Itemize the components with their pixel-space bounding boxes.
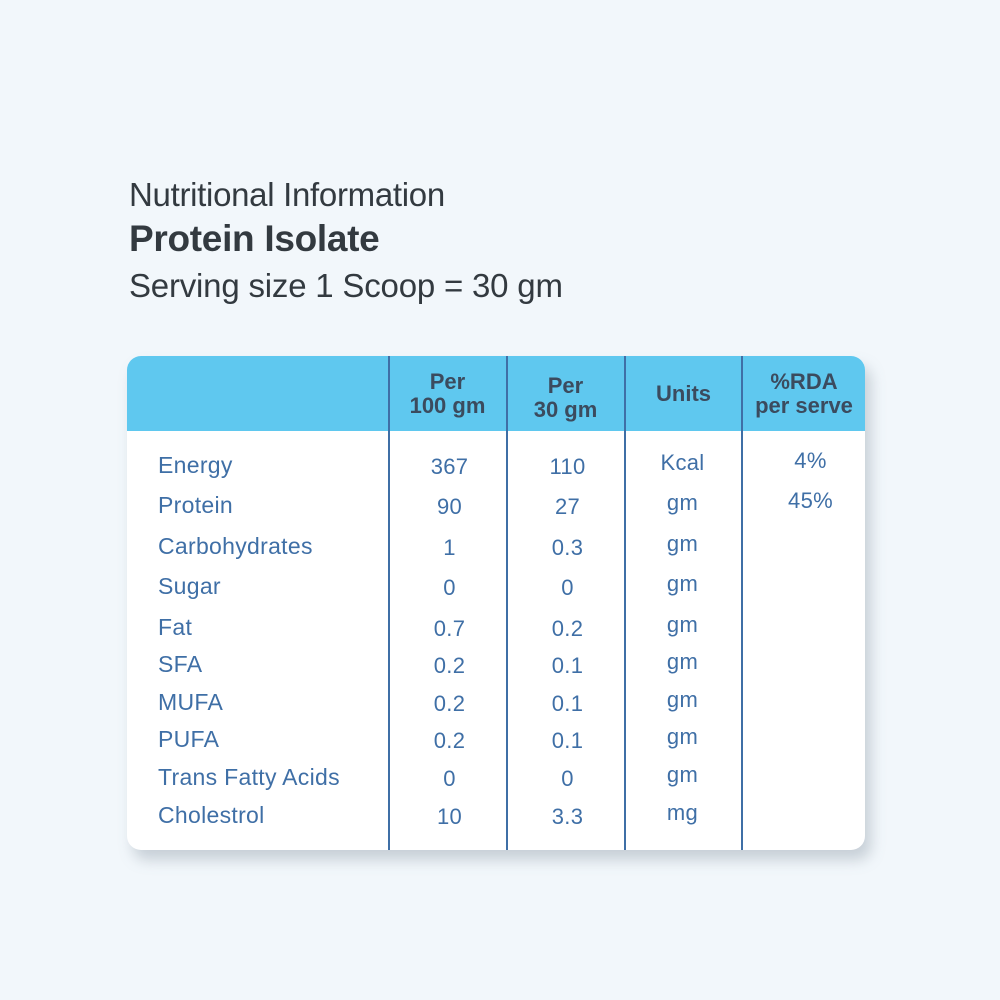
cell-per-100gm: 0 [443, 575, 456, 600]
subtitle: Nutritional Information [129, 176, 445, 213]
cell-per-100gm: 0.2 [433, 653, 466, 678]
row-label: Protein [158, 492, 233, 518]
cell-rda: 45% [788, 488, 833, 513]
column-header-line1: Units [656, 380, 711, 406]
row-label: Sugar [158, 573, 221, 599]
cell-per-100gm: 1 [443, 535, 456, 560]
row-label: MUFA [158, 689, 224, 715]
cell-unit: gm [666, 612, 699, 637]
nutrition-table [127, 356, 865, 850]
column-header-line1: %RDA [770, 368, 838, 394]
cell-per-30gm: 0 [561, 575, 574, 600]
row-label: SFA [158, 651, 203, 677]
column-header-per-100gm [390, 356, 505, 431]
cell-per-30gm: 0.1 [551, 653, 584, 678]
column-header-line2: per serve [755, 392, 853, 418]
cell-per-30gm: 110 [549, 454, 586, 479]
cell-per-100gm: 0.7 [433, 616, 466, 641]
cell-unit: mg [666, 800, 699, 825]
cell-per-30gm: 0.3 [551, 535, 584, 560]
column-header-rda [743, 356, 865, 431]
row-label: Energy [158, 452, 233, 478]
column-header-line2: 100 gm [409, 392, 486, 418]
cell-unit: gm [666, 531, 699, 556]
cell-per-30gm: 3.3 [551, 804, 584, 829]
serving-size: Serving size 1 Scoop = 30 gm [129, 267, 563, 304]
column-header-line2: 30 gm [533, 396, 598, 422]
cell-rda: 4% [794, 448, 827, 473]
cell-per-30gm: 0.2 [551, 616, 584, 641]
cell-per-100gm: 0.2 [433, 728, 466, 753]
heading-block [129, 174, 563, 310]
column-header-per-30gm [508, 356, 623, 435]
cell-unit: gm [666, 687, 699, 712]
row-label: Carbohydrates [158, 533, 313, 559]
cell-per-100gm: 367 [430, 454, 469, 479]
cell-per-30gm: 27 [554, 494, 581, 519]
column-header-units [626, 356, 741, 431]
cell-unit: Kcal [660, 450, 705, 475]
row-label: Trans Fatty Acids [158, 764, 340, 790]
column-header-line1: Per [547, 372, 584, 398]
cell-unit: gm [666, 571, 699, 596]
cell-per-100gm: 0.2 [433, 691, 466, 716]
cell-unit: gm [666, 649, 699, 674]
cell-per-100gm: 10 [436, 804, 463, 829]
cell-unit: gm [666, 490, 699, 515]
cell-per-100gm: 0 [443, 766, 456, 791]
row-label: Cholestrol [158, 802, 265, 828]
column-header-line1: Per [429, 368, 466, 394]
cell-unit: gm [666, 762, 699, 787]
cell-per-30gm: 0.1 [551, 728, 584, 753]
cell-per-30gm: 0.1 [551, 691, 584, 716]
cell-unit: gm [666, 724, 699, 749]
row-label: Fat [158, 614, 193, 640]
column-divider [388, 356, 390, 850]
cell-per-100gm: 90 [436, 494, 463, 519]
product-title: Protein Isolate [129, 218, 380, 259]
cell-per-30gm: 0 [561, 766, 574, 791]
row-label: PUFA [158, 726, 220, 752]
column-divider [741, 356, 743, 850]
